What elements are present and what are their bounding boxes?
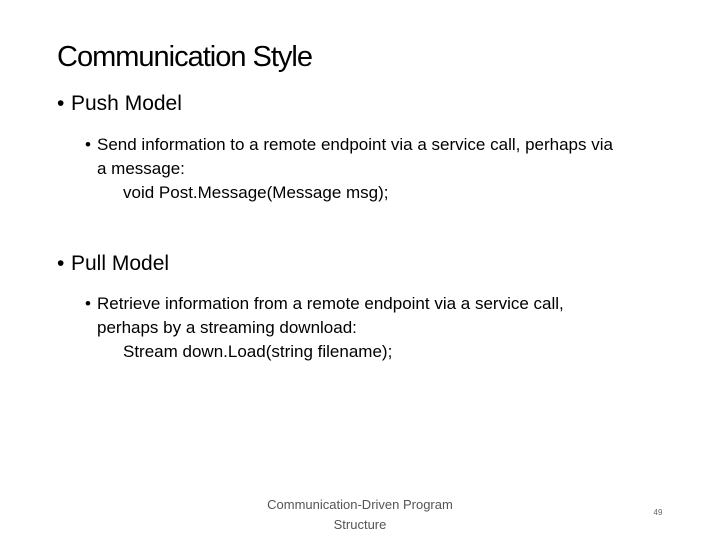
bullet-heading: Push Model	[71, 92, 182, 115]
sub-bullet-dot: •	[85, 294, 91, 313]
slide-title: Communication Style	[57, 41, 312, 73]
sub-bullet-dot: •	[85, 135, 91, 154]
footer-line-1: Communication-Driven Program	[267, 497, 453, 512]
bullet-dot: •	[57, 92, 65, 115]
bullet-heading: Pull Model	[71, 252, 170, 275]
sub-bullet-push-description	[85, 134, 675, 156]
code-signature-push: void Post.Message(Message msg);	[123, 183, 389, 202]
bullet-dot: •	[57, 252, 65, 275]
slide-footer	[250, 495, 470, 535]
bullet-pull-model	[57, 250, 169, 278]
code-signature-pull: Stream down.Load(string filename);	[123, 342, 393, 361]
sub-bullet-continuation: a message:	[97, 159, 185, 178]
sub-bullet-pull-description	[85, 293, 675, 315]
sub-bullet-text: Retrieve information from a remote endpoint via a service call,	[97, 294, 564, 313]
sub-bullet-continuation: perhaps by a streaming download:	[97, 318, 357, 337]
footer-line-2: Structure	[333, 517, 387, 532]
bullet-push-model	[57, 90, 182, 118]
page-number: 49	[653, 508, 663, 517]
sub-bullet-text: Send information to a remote endpoint via a service call, perhaps via	[97, 135, 613, 154]
